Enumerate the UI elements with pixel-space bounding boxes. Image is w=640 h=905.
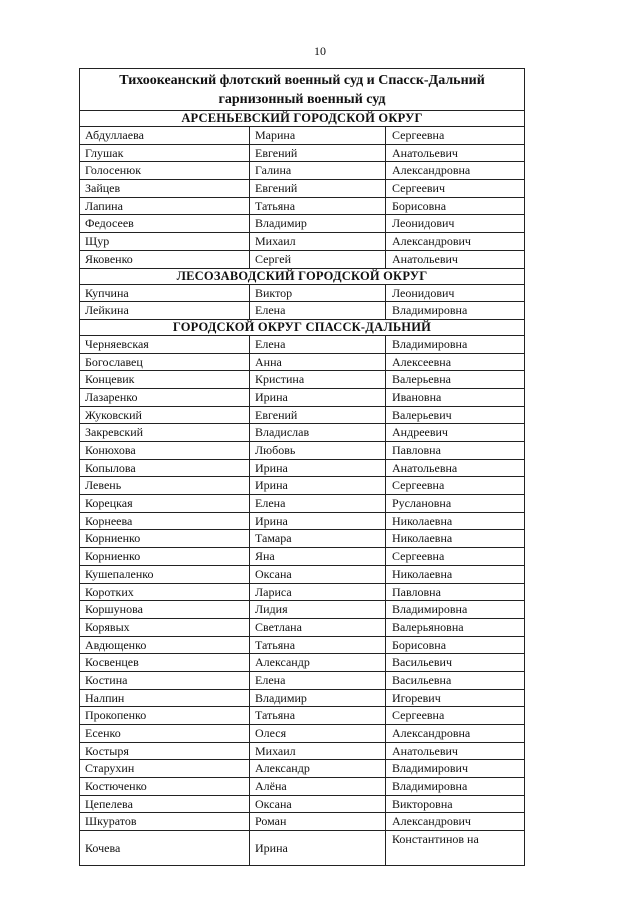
first-name-cell: Елена <box>250 495 386 512</box>
first-name-cell: Владимир <box>250 690 386 707</box>
first-name-cell: Михаил <box>250 233 386 250</box>
table-row <box>80 513 524 531</box>
table-row <box>80 162 524 180</box>
first-name-cell: Михаил <box>250 743 386 760</box>
table-row <box>80 566 524 584</box>
patronymic-cell: Николаевна <box>392 531 453 546</box>
first-name-cell: Яна <box>250 548 386 565</box>
first-name-cell: Сергей <box>250 251 386 268</box>
surname-cell: Цепелева <box>80 796 250 813</box>
table-row <box>80 354 524 372</box>
surname-cell: Закревский <box>80 424 250 441</box>
first-name-cell: Роман <box>250 813 386 830</box>
table-row <box>80 302 524 320</box>
surname-cell: Есенко <box>80 725 250 742</box>
first-name-cell: Ирина <box>250 831 386 865</box>
first-name-cell: Владислав <box>250 424 386 441</box>
first-name-cell: Галина <box>250 162 386 179</box>
first-name-cell: Анна <box>250 354 386 371</box>
patronymic-cell: Андреевич <box>392 425 448 440</box>
patronymic-cell: Александрович <box>392 814 471 829</box>
surname-cell: Кочева <box>80 831 250 865</box>
patronymic-cell: Александровна <box>392 163 471 178</box>
table-row <box>80 371 524 389</box>
first-name-cell: Ирина <box>250 389 386 406</box>
patronymic-cell: Борисовна <box>392 637 447 652</box>
table-row <box>80 743 524 761</box>
first-name-cell: Елена <box>250 336 386 353</box>
patronymic-cell: Валерьяновна <box>392 619 464 634</box>
first-name-cell: Кристина <box>250 371 386 388</box>
patronymic-cell: Владимировна <box>392 303 468 318</box>
first-name-cell: Александр <box>250 654 386 671</box>
table-row <box>80 760 524 778</box>
patronymic-cell: Сергеевна <box>392 549 445 564</box>
table-row <box>80 127 524 145</box>
first-name-cell: Елена <box>250 302 386 319</box>
table-row <box>80 215 524 233</box>
table-row <box>80 460 524 478</box>
patronymic-cell: Викторовна <box>392 796 453 811</box>
section-heading: ГОРОДСКОЙ ОКРУГ СПАССК-ДАЛЬНИЙ <box>80 320 524 336</box>
table-title-line1: Тихоокеанский флотский военный суд и Спасск-Дальний <box>119 73 485 88</box>
first-name-cell: Тамара <box>250 530 386 547</box>
table-row <box>80 778 524 796</box>
table-row <box>80 672 524 690</box>
surname-cell: Зайцев <box>80 180 250 197</box>
surname-cell: Лазаренко <box>80 389 250 406</box>
patronymic-cell: Алексеевна <box>392 354 452 369</box>
table-row <box>80 389 524 407</box>
first-name-cell: Ирина <box>250 460 386 477</box>
patronymic-cell: Анатольевич <box>392 743 458 758</box>
section-heading: ЛЕСОЗАВОДСКИЙ ГОРОДСКОЙ ОКРУГ <box>80 269 524 285</box>
surname-cell: Концевик <box>80 371 250 388</box>
patronymic-cell: Васильевна <box>392 672 452 687</box>
surname-cell: Корниенко <box>80 548 250 565</box>
table-row <box>80 796 524 814</box>
table-row <box>80 584 524 602</box>
surname-cell: Старухин <box>80 760 250 777</box>
first-name-cell: Лариса <box>250 584 386 601</box>
surname-cell: Прокопенко <box>80 707 250 724</box>
table-row <box>80 198 524 216</box>
surname-cell: Купчина <box>80 285 250 302</box>
first-name-cell: Александр <box>250 760 386 777</box>
patronymic-cell: Павловна <box>392 584 441 599</box>
table-row <box>80 707 524 725</box>
first-name-cell: Виктор <box>250 285 386 302</box>
surname-cell: Левень <box>80 477 250 494</box>
patronymic-cell: Борисовна <box>392 198 447 213</box>
surname-cell: Корнеева <box>80 513 250 530</box>
patronymic-cell: Руслановна <box>392 496 452 511</box>
patronymic-cell: Сергеевна <box>392 128 445 142</box>
table-row <box>80 336 524 354</box>
first-name-cell: Татьяна <box>250 707 386 724</box>
table-row <box>80 145 524 163</box>
surname-cell: Кушепаленко <box>80 566 250 583</box>
first-name-cell: Елена <box>250 672 386 689</box>
first-name-cell: Алёна <box>250 778 386 795</box>
table-row <box>80 477 524 495</box>
surname-cell: Богославец <box>80 354 250 371</box>
surname-cell: Коротких <box>80 584 250 601</box>
table-row <box>80 424 524 442</box>
page-number: 10 <box>314 44 326 58</box>
surname-cell: Щур <box>80 233 250 250</box>
surname-cell: Копылова <box>80 460 250 477</box>
table-row <box>80 725 524 743</box>
first-name-cell: Татьяна <box>250 198 386 215</box>
patronymic-cell: Васильевич <box>392 655 452 670</box>
table-row <box>80 407 524 425</box>
table-row <box>80 442 524 460</box>
surname-cell: Жуковский <box>80 407 250 424</box>
surname-cell: Голосенюк <box>80 162 250 179</box>
patronymic-cell: Анатольевна <box>392 460 458 475</box>
first-name-cell: Ирина <box>250 513 386 530</box>
first-name-cell: Любовь <box>250 442 386 459</box>
first-name-cell: Евгений <box>250 145 386 162</box>
table-row <box>80 285 524 303</box>
patronymic-cell: Николаевна <box>392 513 453 528</box>
table-row <box>80 233 524 251</box>
table-row <box>80 548 524 566</box>
patronymic-cell: Игоревич <box>392 690 441 705</box>
table-row <box>80 180 524 198</box>
first-name-cell: Оксана <box>250 796 386 813</box>
first-name-cell: Владимир <box>250 215 386 232</box>
patronymic-cell: Константинов на <box>392 832 479 847</box>
patronymic-cell: Александровна <box>392 726 471 740</box>
first-name-cell: Евгений <box>250 180 386 197</box>
patronymic-cell: Владимировна <box>392 602 468 617</box>
table-row <box>80 654 524 672</box>
surname-cell: Лейкина <box>80 302 250 319</box>
patronymic-cell: Валерьевна <box>392 372 451 387</box>
first-name-cell: Евгений <box>250 407 386 424</box>
patronymic-cell: Павловна <box>392 443 441 457</box>
patronymic-cell: Владимирович <box>392 761 468 776</box>
table-row <box>80 530 524 548</box>
surname-cell: Федосеев <box>80 215 250 232</box>
surname-cell: Абдуллаева <box>80 127 250 144</box>
surname-cell: Лапина <box>80 198 250 215</box>
patronymic-cell: Сергеевич <box>392 181 446 196</box>
surname-cell: Костина <box>80 672 250 689</box>
surname-cell: Корецкая <box>80 495 250 512</box>
patronymic-cell: Владимировна <box>392 336 468 351</box>
table-row <box>80 601 524 619</box>
patronymic-cell: Александрович <box>392 234 471 249</box>
surname-cell: Авдющенко <box>80 637 250 654</box>
table-row <box>80 690 524 708</box>
surname-cell: Налпин <box>80 690 250 707</box>
table-row <box>80 495 524 513</box>
names-table <box>79 68 525 866</box>
table-title <box>80 69 524 111</box>
table-row <box>80 813 524 831</box>
patronymic-cell: Николаевна <box>392 566 453 581</box>
table-row <box>80 831 524 865</box>
section-heading: АРСЕНЬЕВСКИЙ ГОРОДСКОЙ ОКРУГ <box>80 111 524 127</box>
surname-cell: Черняевская <box>80 336 250 353</box>
patronymic-cell: Леонидович <box>392 216 455 231</box>
surname-cell: Косвенцев <box>80 654 250 671</box>
first-name-cell: Лидия <box>250 601 386 618</box>
surname-cell: Корниенко <box>80 530 250 547</box>
patronymic-cell: Леонидович <box>392 285 455 300</box>
surname-cell: Костыря <box>80 743 250 760</box>
surname-cell: Корявых <box>80 619 250 636</box>
table-row <box>80 637 524 655</box>
first-name-cell: Оксана <box>250 566 386 583</box>
first-name-cell: Татьяна <box>250 637 386 654</box>
patronymic-cell: Сергеевна <box>392 478 445 493</box>
patronymic-cell: Владимировна <box>392 779 468 794</box>
surname-cell: Глушак <box>80 145 250 162</box>
surname-cell: Коршунова <box>80 601 250 618</box>
patronymic-cell: Сергеевна <box>392 708 445 723</box>
patronymic-cell: Валерьевич <box>392 407 452 422</box>
first-name-cell: Светлана <box>250 619 386 636</box>
first-name-cell: Марина <box>250 127 386 144</box>
patronymic-cell: Ивановна <box>392 389 442 404</box>
surname-cell: Конюхова <box>80 442 250 459</box>
table-row <box>80 619 524 637</box>
first-name-cell: Олеся <box>250 725 386 742</box>
patronymic-cell: Анатольевич <box>392 145 458 160</box>
surname-cell: Костюченко <box>80 778 250 795</box>
surname-cell: Яковенко <box>80 251 250 268</box>
patronymic-cell: Анатольевич <box>392 251 458 266</box>
surname-cell: Шкуратов <box>80 813 250 830</box>
table-title-line2: гарнизонный военный суд <box>218 92 386 107</box>
first-name-cell: Ирина <box>250 477 386 494</box>
table-row <box>80 251 524 269</box>
